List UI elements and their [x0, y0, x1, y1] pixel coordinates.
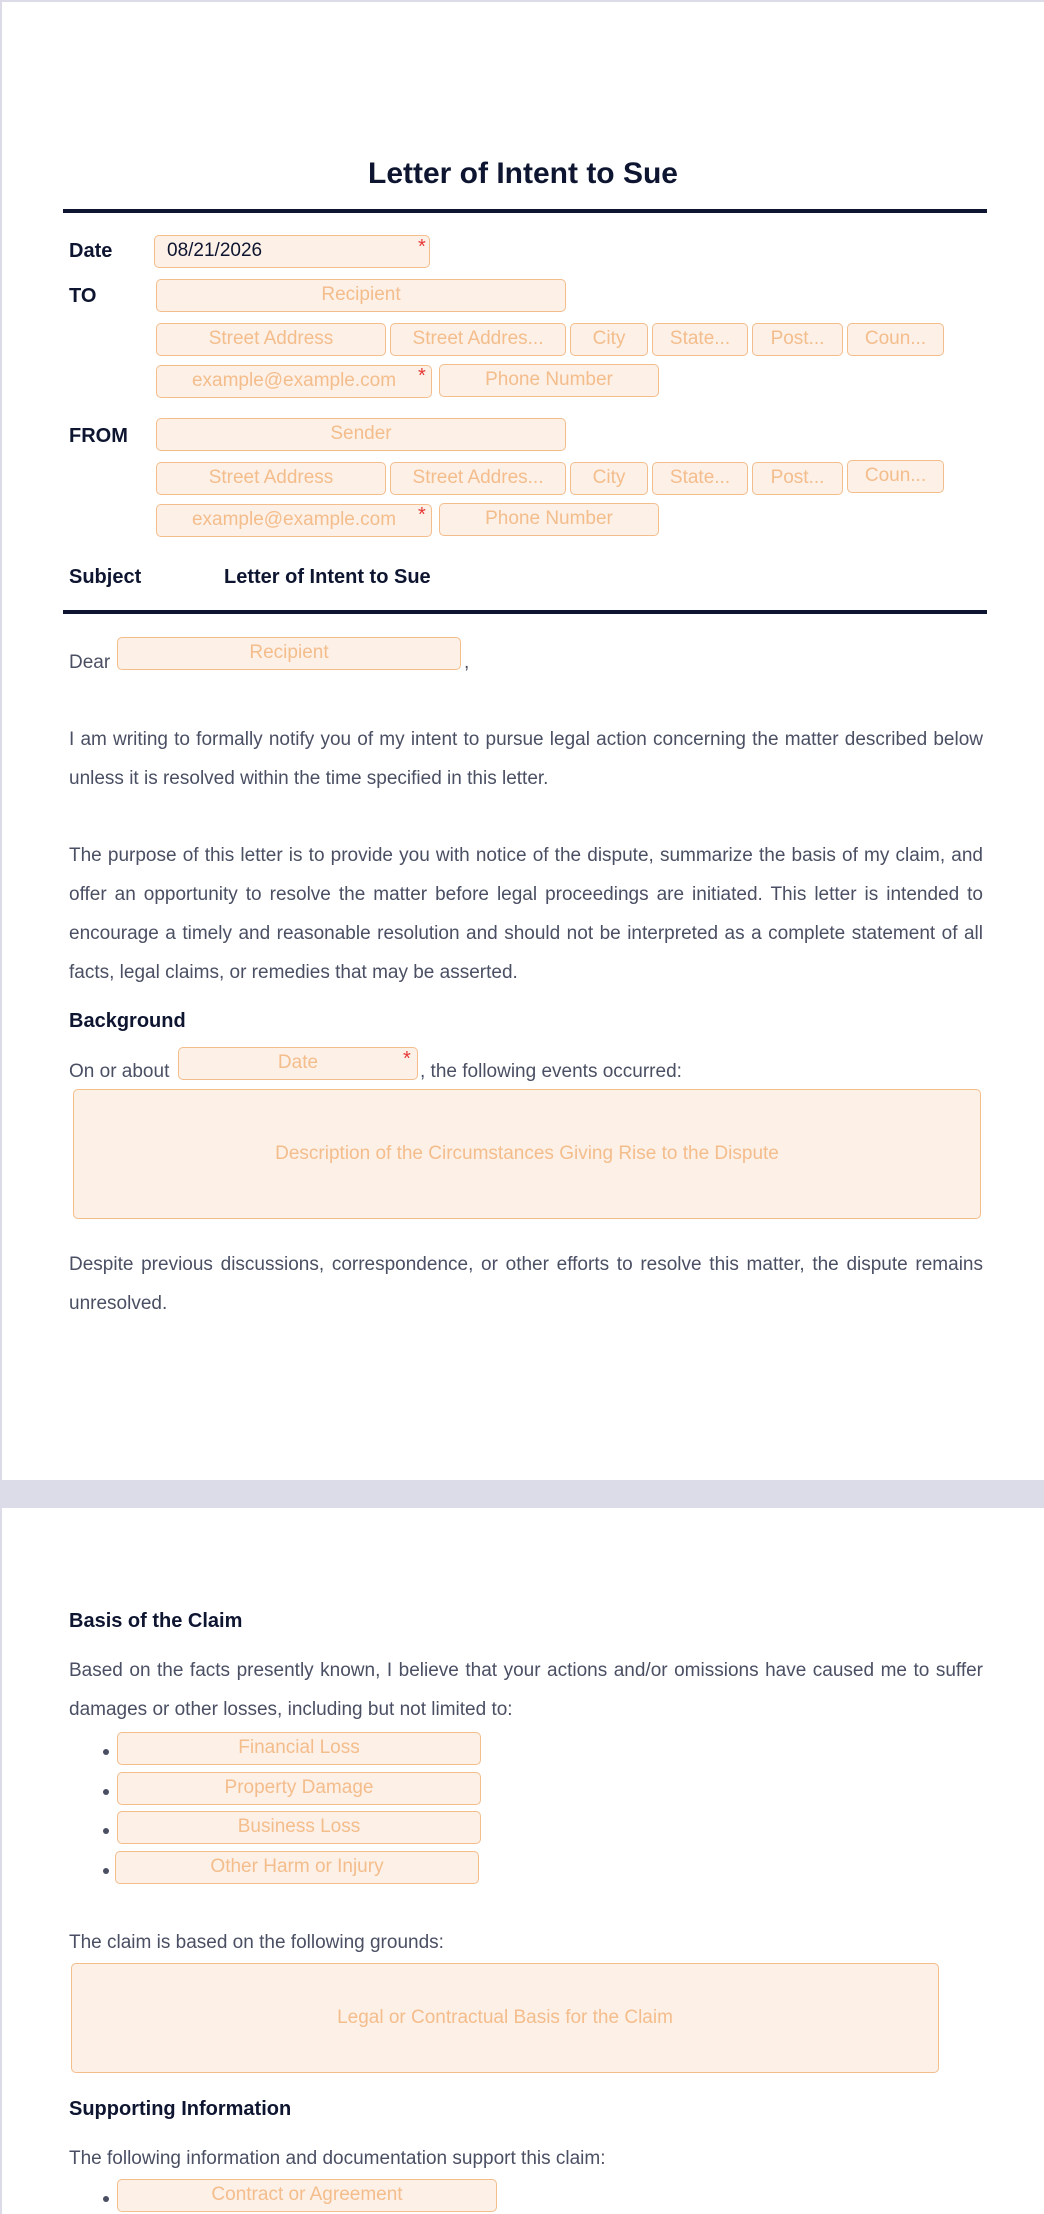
sender-city-field[interactable]: City — [570, 462, 648, 495]
loss-item-property-field[interactable]: Property Damage — [117, 1772, 481, 1805]
from-label: FROM — [69, 425, 128, 447]
bullet-marker — [103, 1868, 109, 1874]
sender-name-field[interactable]: Sender — [156, 418, 566, 451]
sender-postal-field[interactable]: Post... — [752, 462, 843, 495]
recipient-email-field[interactable]: example@example.com — [156, 365, 432, 398]
loss-item-financial-field[interactable]: Financial Loss — [117, 1732, 481, 1765]
sender-email-field[interactable]: example@example.com — [156, 504, 432, 537]
background-date-field[interactable]: Date — [178, 1047, 418, 1080]
recipient-email-required-mark: * — [418, 365, 426, 387]
header-divider — [63, 610, 987, 614]
date-required-mark: * — [418, 236, 426, 258]
document-title: Letter of Intent to Sue — [368, 157, 678, 190]
circumstances-field[interactable]: Description of the Circumstances Giving Rise to the Dispute — [73, 1089, 981, 1219]
recipient-country-field[interactable]: Coun... — [847, 323, 944, 356]
title-divider — [63, 209, 987, 213]
bullet-marker — [103, 1828, 109, 1834]
document-page-2 — [2, 1508, 1044, 2214]
salutation-comma: , — [464, 652, 470, 673]
sender-email-required-mark: * — [418, 504, 426, 526]
salutation-recipient-field[interactable]: Recipient — [117, 637, 461, 670]
intro-paragraph: I am writing to formally notify you of my intent to pursue legal action concerning the matter described below unless it is resolved within the time specified in this letter. — [69, 729, 983, 789]
purpose-paragraph: The purpose of this letter is to provide you with notice of the dispute, summarize the basis of my claim, and offer an opportunity to resolve the matter before legal proceedings are initiated. This letter is intended to encourage a timely and reasonable resolution and should not be interpreted as a complete statement of all facts, legal claims, or remedies that may be asserted. — [69, 845, 983, 983]
bullet-marker — [103, 2196, 109, 2202]
loss-item-other-field[interactable]: Other Harm or Injury — [115, 1851, 479, 1884]
to-label: TO — [69, 285, 97, 307]
sender-phone-field[interactable]: Phone Number — [439, 503, 659, 536]
subject-label: Subject — [69, 566, 142, 588]
recipient-city-field[interactable]: City — [570, 323, 648, 356]
supporting-text: The following information and documentation support this claim: — [69, 2148, 606, 2169]
recipient-name-field[interactable]: Recipient — [156, 279, 566, 312]
recipient-postal-field[interactable]: Post... — [752, 323, 843, 356]
on-or-about-text: On or about — [69, 1061, 170, 1082]
recipient-state-field[interactable]: State... — [652, 323, 748, 356]
recipient-street2-field[interactable]: Street Addres... — [390, 323, 566, 356]
background-heading: Background — [69, 1010, 186, 1032]
basis-paragraph: Based on the facts presently known, I believe that your actions and/or omissions have caused me to suffer damages or other losses, including but not limited to: — [69, 1660, 983, 1720]
background-date-required-mark: * — [403, 1048, 411, 1070]
sender-country-field[interactable]: Coun... — [847, 460, 944, 493]
sender-state-field[interactable]: State... — [652, 462, 748, 495]
date-field[interactable]: 08/21/2026 — [154, 235, 430, 268]
bullet-marker — [103, 1789, 109, 1795]
unresolved-paragraph: Despite previous discussions, correspondence, or other efforts to resolve this matter, the dispute remains unresolved. — [69, 1254, 983, 1314]
supporting-item-contract-field[interactable]: Contract or Agreement — [117, 2179, 497, 2212]
grounds-text: The claim is based on the following grounds: — [69, 1932, 444, 1953]
supporting-heading: Supporting Information — [69, 2098, 292, 2120]
salutation-text: Dear — [69, 652, 111, 673]
date-label: Date — [69, 240, 113, 262]
subject-value: Letter of Intent to Sue — [224, 566, 431, 588]
sender-street-field[interactable]: Street Address — [156, 462, 386, 495]
bullet-marker — [103, 1749, 109, 1755]
basis-heading: Basis of the Claim — [69, 1610, 243, 1632]
loss-item-business-field[interactable]: Business Loss — [117, 1811, 481, 1844]
events-occurred-text: , the following events occurred: — [420, 1061, 682, 1082]
grounds-field[interactable]: Legal or Contractual Basis for the Claim — [71, 1963, 939, 2073]
sender-street2-field[interactable]: Street Addres... — [390, 462, 566, 495]
recipient-street-field[interactable]: Street Address — [156, 323, 386, 356]
recipient-phone-field[interactable]: Phone Number — [439, 364, 659, 397]
document-page-1 — [2, 2, 1044, 1480]
